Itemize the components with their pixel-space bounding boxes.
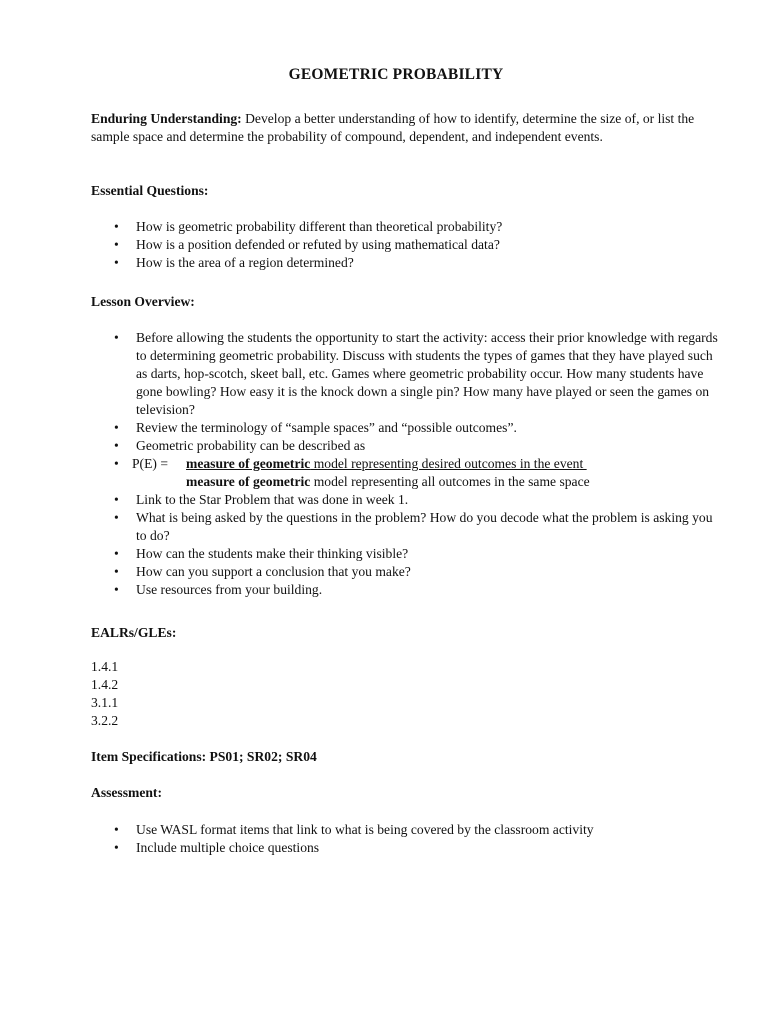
document-title: GEOMETRIC PROBABILITY xyxy=(288,66,504,83)
assessment-heading: Assessment: xyxy=(91,785,162,800)
ealr-code: 1.4.1 xyxy=(91,659,119,674)
ealr-code: 3.1.1 xyxy=(91,695,119,710)
list-item: • Include multiple choice questions xyxy=(91,839,721,857)
enduring-text: Develop a better understanding of how to identify, determine the size of, or list the sample space and determine the probability of compound, dependent, and independent events. xyxy=(91,111,695,144)
formula-lhs: • P(E) = xyxy=(132,456,168,471)
list-item: • Review the terminology of “sample spaces” and “possible outcomes”. xyxy=(91,419,721,437)
essential-questions-list xyxy=(91,218,721,272)
essential-questions-heading: Essential Questions: xyxy=(91,183,209,198)
probability-formula xyxy=(91,455,721,491)
list-item: • How is the area of a region determined? xyxy=(91,254,721,272)
list-item: • How is geometric probability different than theoretical probability? xyxy=(91,218,721,236)
formula-denominator: measure of geometric model representing all outcomes in the same space xyxy=(186,474,590,489)
list-item: • How can the students make their thinking visible? xyxy=(91,545,721,563)
list-item: • How can you support a conclusion that you make? xyxy=(91,563,721,581)
formula-numerator: measure of geometric model representing desired outcomes in the event xyxy=(186,456,587,471)
list-item: • Before allowing the students the opportunity to start the activity: access their prior knowledge with regards to determining geometric probability. Discuss with students the types of games that they have played such as darts, hop-scotch, skeet ball, etc. Games where geometric probability occur. How many students have gone bowling? How easy it is the knock down a single pin? How many have played or seen the games on television? xyxy=(91,329,721,419)
lesson-overview-heading: Lesson Overview: xyxy=(91,294,195,309)
enduring-understanding xyxy=(91,110,711,146)
list-item: • Geometric probability can be described as xyxy=(91,437,721,455)
assessment-list xyxy=(91,821,721,857)
lesson-overview-list xyxy=(91,329,721,599)
enduring-label: Enduring Understanding: xyxy=(91,111,242,126)
list-item: • Use WASL format items that link to what is being covered by the classroom activity xyxy=(91,821,721,839)
ealrs-heading: EALRs/GLEs: xyxy=(91,625,177,640)
list-item: • Link to the Star Problem that was done in week 1. xyxy=(91,491,721,509)
ealr-code: 1.4.2 xyxy=(91,677,119,692)
list-item: • Use resources from your building. xyxy=(91,581,721,599)
list-item: • What is being asked by the questions in the problem? How do you decode what the problem is asking you to do? xyxy=(91,509,721,545)
ealr-code: 3.2.2 xyxy=(91,713,119,728)
list-item: • How is a position defended or refuted by using mathematical data? xyxy=(91,236,721,254)
item-specifications: Item Specifications: PS01; SR02; SR04 xyxy=(91,749,317,764)
ealrs-codes xyxy=(91,658,118,730)
